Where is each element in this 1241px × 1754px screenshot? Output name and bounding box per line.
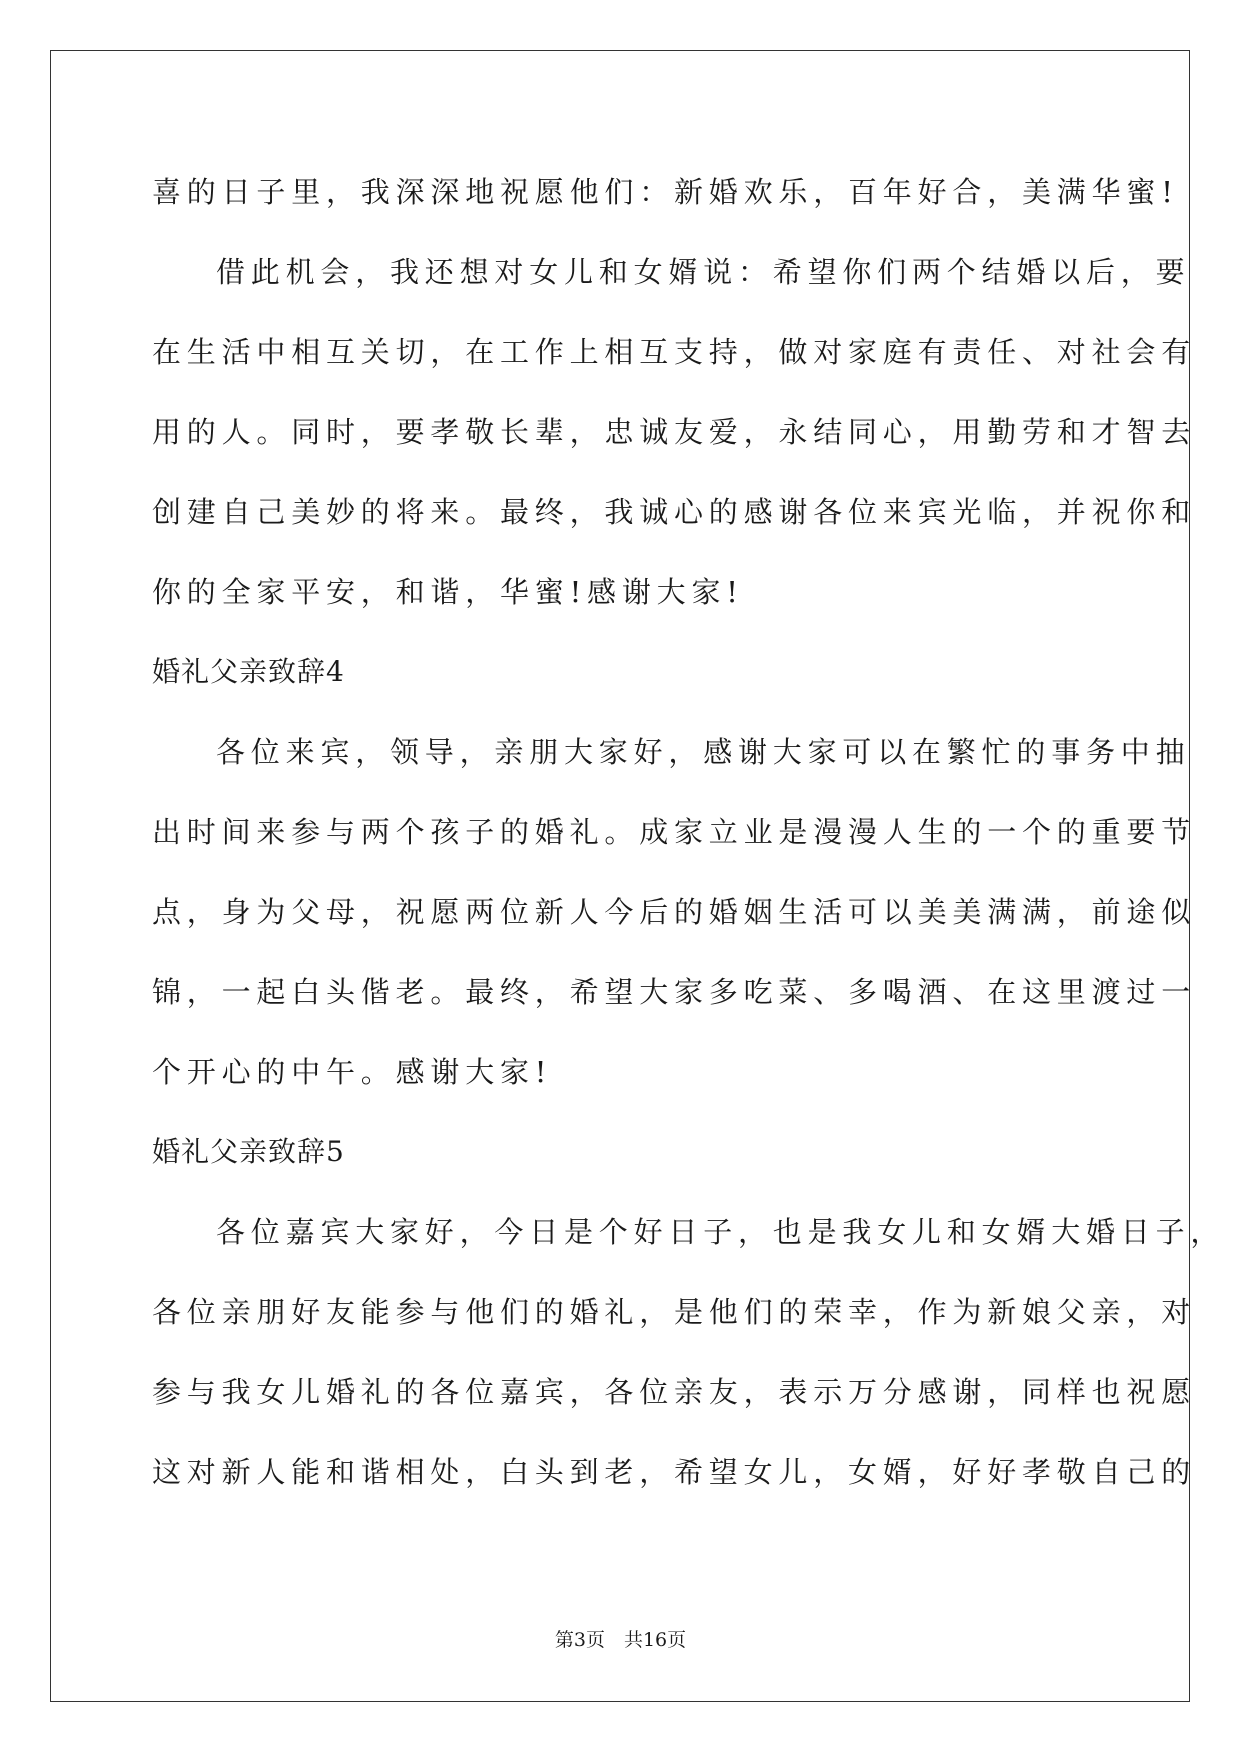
paragraph-intro — [152, 152, 1179, 232]
document-body — [152, 152, 1226, 1512]
page-number: 第3页 共16页 — [554, 1629, 687, 1651]
text-line: 点，身为父母，祝愿两位新人今后的婚姻生活可以美美满满，前途似 — [152, 895, 1197, 929]
paragraph-3 — [152, 1192, 1226, 1512]
section-heading-4: 婚礼父亲致辞4 — [152, 655, 345, 688]
text-line: 参与我女儿婚礼的各位嘉宾，各位亲友，表示万分感谢，同样也祝愿 — [152, 1375, 1197, 1409]
text-line: 在生活中相互关切，在工作上相互支持，做对家庭有责任、对社会有 — [152, 335, 1197, 369]
text-line: 各位嘉宾大家好，今日是个好日子，也是我女儿和女婿大婚日子， — [216, 1215, 1226, 1249]
text-line: 这对新人能和谐相处，白头到老，希望女儿，女婿，好好孝敬自己的 — [152, 1455, 1197, 1489]
text-line: 各位亲朋好友能参与他们的婚礼，是他们的荣幸，作为新娘父亲，对 — [152, 1295, 1197, 1329]
text-line: 出时间来参与两个孩子的婚礼。成家立业是漫漫人生的一个的重要节 — [152, 815, 1197, 849]
paragraph-1 — [152, 232, 1197, 632]
section-heading-5: 婚礼父亲致辞5 — [152, 1135, 345, 1168]
text-line: 借此机会，我还想对女儿和女婿说：希望你们两个结婚以后，要 — [216, 255, 1191, 289]
text-line: 个开心的中午。感谢大家! — [152, 1055, 553, 1089]
text-line: 各位来宾，领导，亲朋大家好，感谢大家可以在繁忙的事务中抽 — [216, 735, 1191, 769]
text-line: 锦，一起白头偕老。最终，希望大家多吃菜、多喝酒、在这里渡过一 — [152, 975, 1197, 1009]
paragraph-2 — [152, 712, 1197, 1112]
text-line: 用的人。同时，要孝敬长辈，忠诚友爱，永结同心，用勤劳和才智去 — [152, 415, 1197, 449]
text-line: 你的全家平安，和谐，华蜜!感谢大家! — [152, 575, 744, 609]
text-line: 喜的日子里，我深深地祝愿他们：新婚欢乐，百年好合，美满华蜜! — [152, 175, 1179, 209]
text-line: 创建自己美妙的将来。最终，我诚心的感谢各位来宾光临，并祝你和 — [152, 495, 1197, 529]
